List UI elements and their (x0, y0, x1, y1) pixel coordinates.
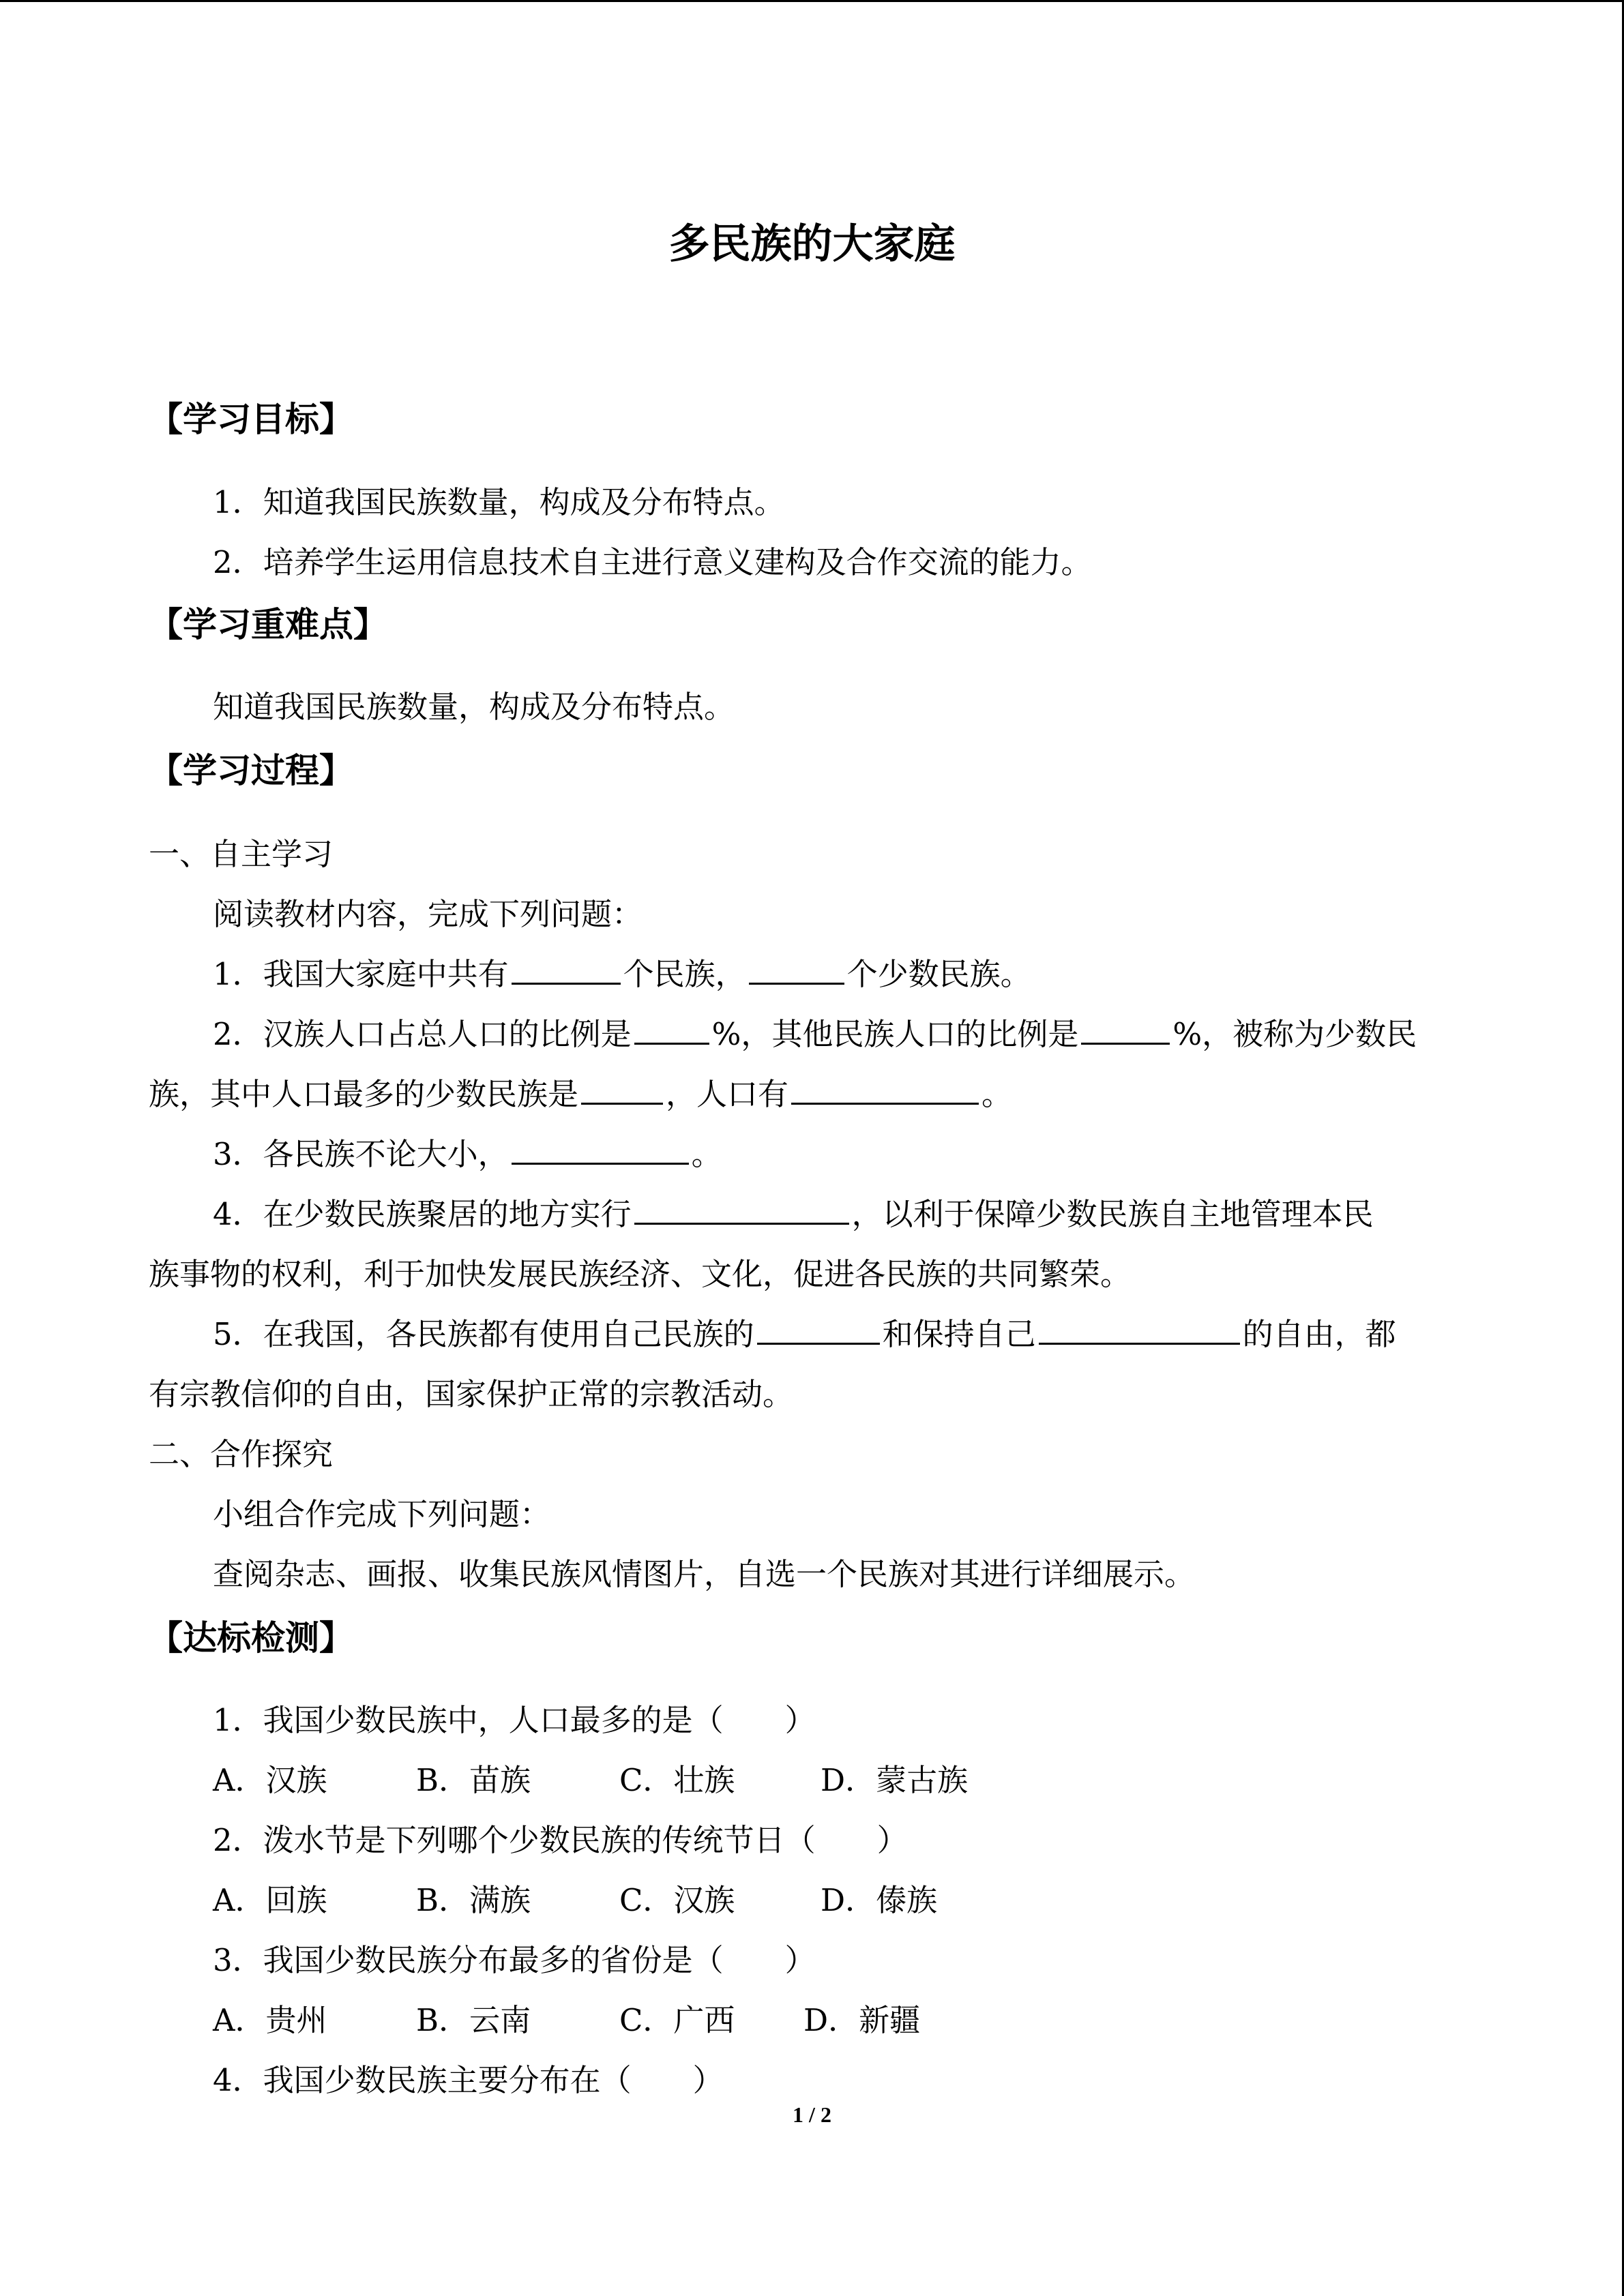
q5a-part-3: 的自由，都 (1242, 1316, 1396, 1352)
q1-part-2: 个民族， (623, 956, 746, 992)
heading-goals: 【学习目标】 (149, 400, 353, 439)
coop-intro: 小组合作完成下列问题： (213, 1496, 551, 1532)
option-b: B．满族 (416, 1882, 531, 1918)
q2b-part-2: ，人口有 (666, 1076, 789, 1112)
option-d: D．傣族 (821, 1882, 938, 1918)
blank-nation-count (512, 955, 621, 985)
fill-question-2a (213, 1009, 1417, 1054)
test-question-1: 1．我国少数民族中，人口最多的是（ ） (213, 1702, 816, 1738)
heading-test: 【达标检测】 (149, 1618, 353, 1658)
test-options-1 (213, 1755, 968, 1800)
blank-equality (512, 1135, 689, 1165)
q2b-part-3: 。 (981, 1076, 1013, 1112)
page-number: 1 / 2 (793, 2102, 831, 2127)
blank-language (757, 1315, 880, 1345)
q1-part-3: 个少数民族。 (846, 956, 1031, 992)
self-study-title: 一、自主学习 (149, 836, 334, 872)
fill-question-5a (213, 1309, 1396, 1354)
fill-question-1 (213, 949, 1031, 994)
q4a-part-2: ，以利于保障少数民族自主地管理本民 (851, 1196, 1374, 1232)
option-a: A．贵州 (213, 2002, 327, 2038)
option-c: C．汉族 (619, 1882, 735, 1918)
option-b: B．云南 (416, 2002, 531, 2038)
heading-key-points: 【学习重难点】 (149, 605, 387, 644)
key-points-text: 知道我国民族数量，构成及分布特点。 (213, 689, 735, 725)
heading-process: 【学习过程】 (149, 751, 353, 790)
blank-customs (1039, 1315, 1240, 1345)
goal-2: 2．培养学生运用信息技术自主进行意义建构及合作交流的能力。 (213, 544, 1092, 580)
test-question-4: 4．我国少数民族主要分布在（ ） (213, 2062, 724, 2098)
document-title: 多民族的大家庭 (668, 220, 956, 268)
option-a: A．汉族 (213, 1762, 327, 1798)
top-border (0, 0, 1624, 2)
test-question-2: 2．泼水节是下列哪个少数民族的传统节日（ ） (213, 1822, 908, 1858)
self-study-intro: 阅读教材内容，完成下列问题： (213, 896, 643, 932)
blank-other-percent (1081, 1015, 1170, 1045)
test-options-3 (213, 1995, 920, 2040)
option-b: B．苗族 (416, 1762, 531, 1798)
fill-question-4a (213, 1189, 1374, 1234)
q2a-part-2: %，其他民族人口的比例是 (711, 1016, 1079, 1052)
q2a-part-3: %，被称为少数民 (1172, 1016, 1417, 1052)
fill-question-4b: 族事物的权利，利于加快发展民族经济、文化，促进各民族的共同繁荣。 (149, 1256, 1132, 1292)
fill-question-2b (149, 1069, 1012, 1114)
fill-question-5b: 有宗教信仰的自由，国家保护正常的宗教活动。 (149, 1376, 794, 1412)
q3-part-1: 3．各民族不论大小， (213, 1136, 509, 1172)
q4a-part-1: 4．在少数民族聚居的地方实行 (213, 1196, 632, 1232)
q3-part-2: 。 (691, 1136, 722, 1172)
option-c: C．广西 (619, 2002, 735, 2038)
blank-population (791, 1075, 979, 1105)
coop-task: 查阅杂志、画报、收集民族风情图片，自选一个民族对其进行详细展示。 (213, 1556, 1196, 1592)
q5a-part-2: 和保持自己 (882, 1316, 1036, 1352)
q2b-part-1: 族，其中人口最多的少数民族是 (149, 1076, 579, 1112)
blank-autonomy-system (634, 1195, 849, 1225)
test-question-3: 3．我国少数民族分布最多的省份是（ ） (213, 1942, 816, 1978)
goal-1: 1．知道我国民族数量，构成及分布特点。 (213, 484, 785, 520)
option-d: D．新疆 (803, 2002, 921, 2038)
q1-part-1: 1．我国大家庭中共有 (213, 956, 509, 992)
option-c: C．壮族 (619, 1762, 735, 1798)
option-a: A．回族 (213, 1882, 327, 1918)
blank-minority-count (749, 955, 844, 985)
q2a-part-1: 2．汉族人口占总人口的比例是 (213, 1016, 632, 1052)
fill-question-3 (213, 1129, 722, 1174)
blank-han-percent (634, 1015, 709, 1045)
blank-largest-minority (581, 1075, 663, 1105)
coop-title: 二、合作探究 (149, 1436, 334, 1472)
test-options-2 (213, 1875, 937, 1920)
q5a-part-1: 5．在我国，各民族都有使用自己民族的 (213, 1316, 754, 1352)
option-d: D．蒙古族 (821, 1762, 969, 1798)
